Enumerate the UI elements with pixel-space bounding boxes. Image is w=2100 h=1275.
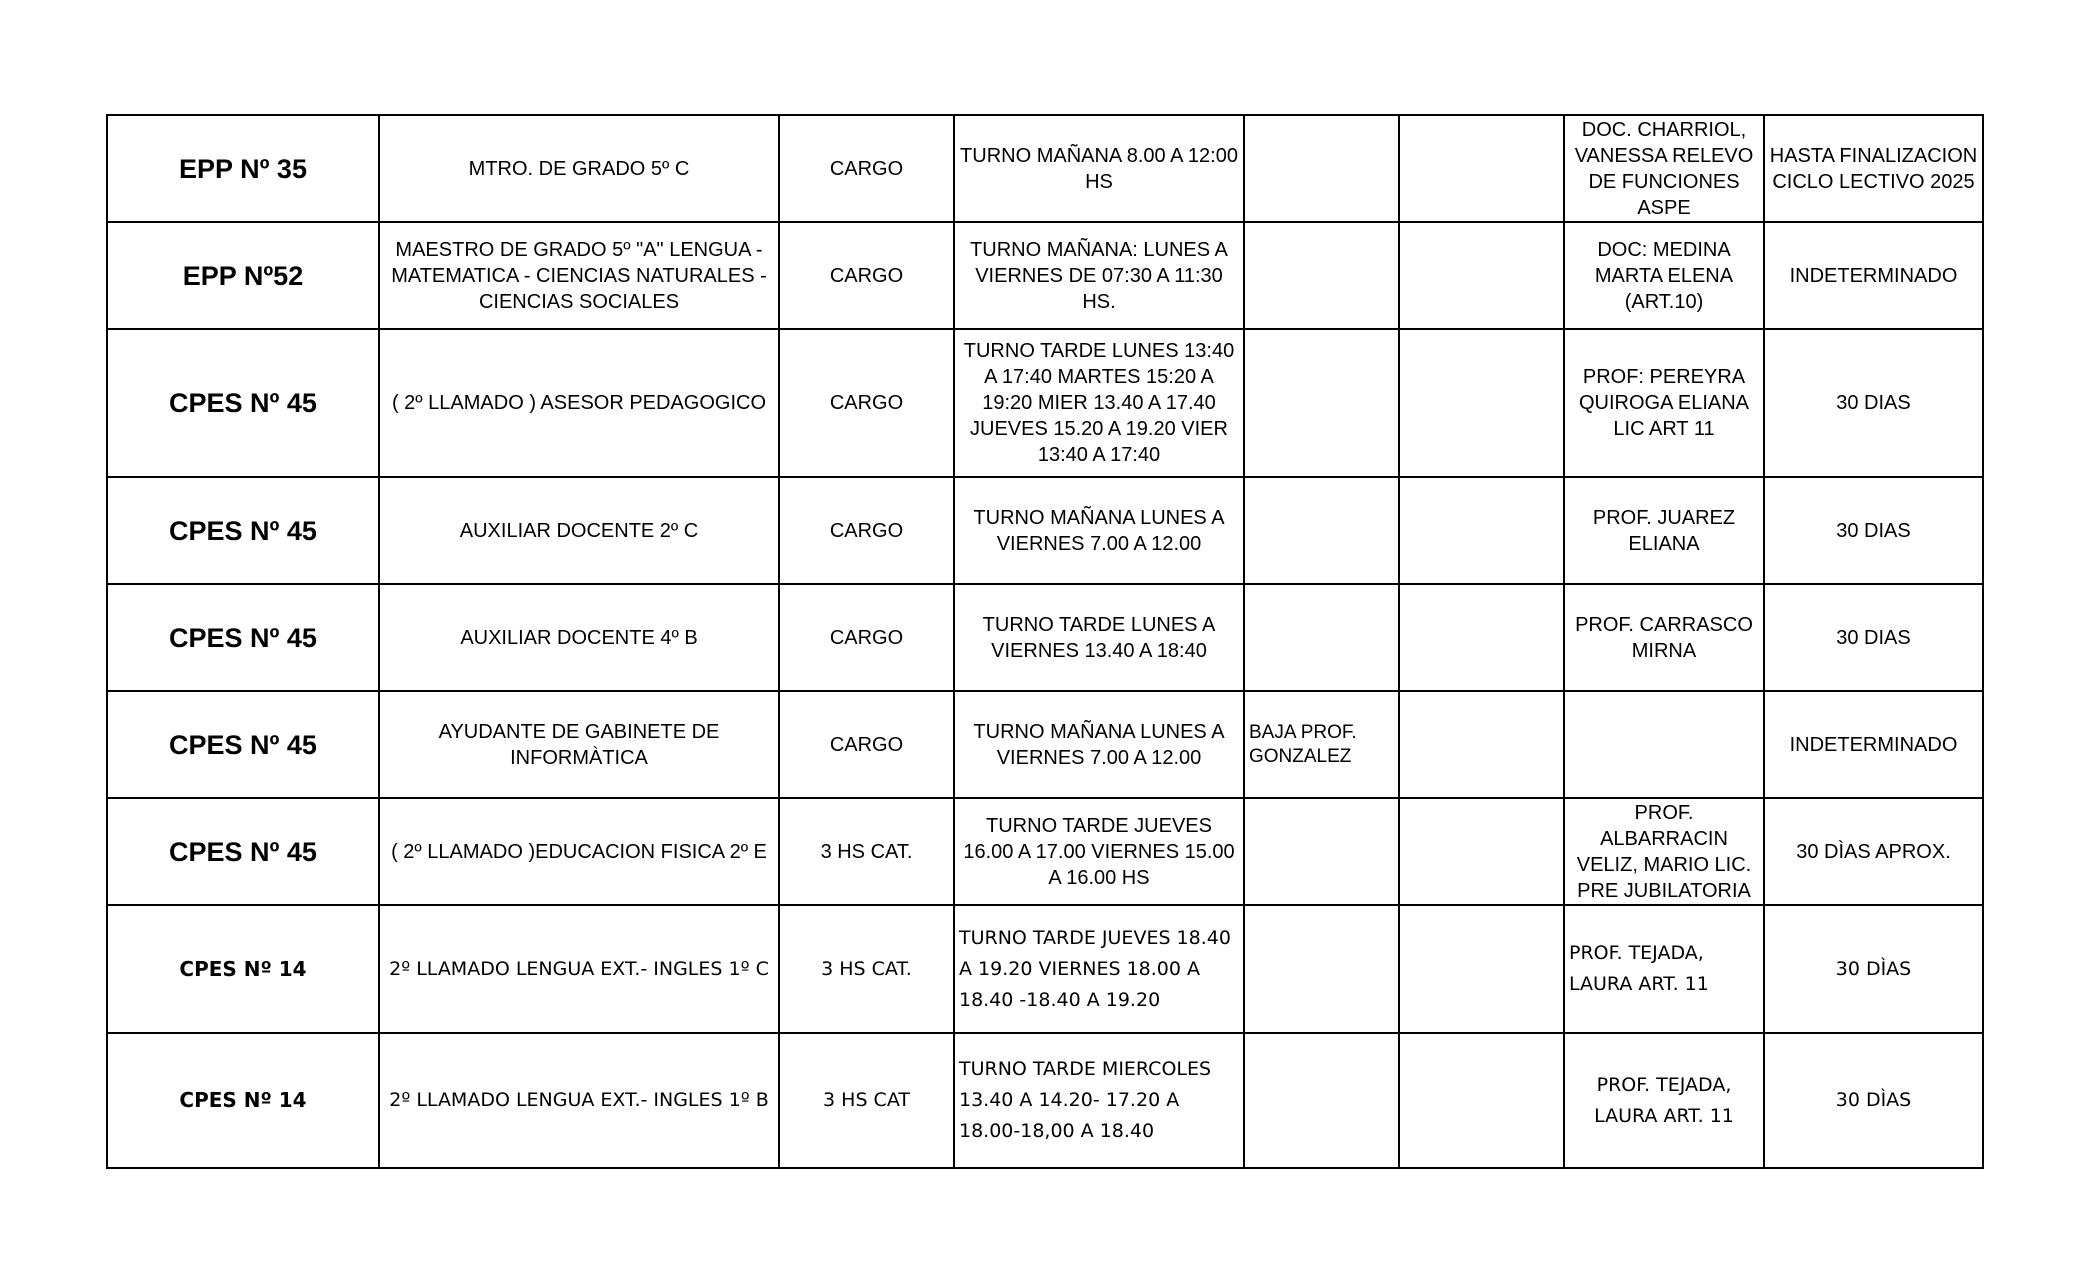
position-cell: AUXILIAR DOCENTE 2º C (379, 477, 779, 584)
teacher-cell: PROF. JUAREZ ELIANA (1564, 477, 1764, 584)
school-cell: CPES Nº 14 (107, 1033, 379, 1168)
position-cell: MAESTRO DE GRADO 5º "A" LENGUA - MATEMATICA - CIENCIAS NATURALES - CIENCIAS SOCIALES (379, 222, 779, 329)
position-cell: ( 2º LLAMADO ) ASESOR PEDAGOGICO (379, 329, 779, 477)
extra-cell (1399, 477, 1564, 584)
table-row (107, 691, 1983, 798)
position-cell: AUXILIAR DOCENTE 4º B (379, 584, 779, 691)
notes-cell (1244, 798, 1399, 905)
teacher-cell: DOC: MEDINA MARTA ELENA (ART.10) (1564, 222, 1764, 329)
teacher-cell: PROF. ALBARRACIN VELIZ, MARIO LIC. PRE JUBILATORIA (1564, 798, 1764, 905)
notes-cell: BAJA PROF. GONZALEZ (1244, 691, 1399, 798)
school-cell: EPP Nº 35 (107, 115, 379, 222)
school-cell: CPES Nº 45 (107, 798, 379, 905)
school-cell: CPES Nº 14 (107, 905, 379, 1033)
type-cell: 3 HS CAT. (779, 905, 954, 1033)
duration-cell: 30 DÌAS (1764, 905, 1983, 1033)
extra-cell (1399, 115, 1564, 222)
table-row (107, 905, 1983, 1033)
schedule-cell: TURNO TARDE JUEVES 18.40 A 19.20 VIERNES 18.00 A 18.40 -18.40 A 19.20 (954, 905, 1244, 1033)
schedule-cell: TURNO MAÑANA LUNES A VIERNES 7.00 A 12.00 (954, 477, 1244, 584)
table-row (107, 798, 1983, 905)
notes-cell (1244, 584, 1399, 691)
school-cell: CPES Nº 45 (107, 477, 379, 584)
duration-cell: HASTA FINALIZACION CICLO LECTIVO 2025 (1764, 115, 1983, 222)
notes-cell (1244, 222, 1399, 329)
table-row (107, 115, 1983, 222)
type-cell: CARGO (779, 222, 954, 329)
teacher-cell: PROF. CARRASCO MIRNA (1564, 584, 1764, 691)
schedule-cell: TURNO MAÑANA LUNES A VIERNES 7.00 A 12.00 (954, 691, 1244, 798)
type-cell: CARGO (779, 584, 954, 691)
school-cell: CPES Nº 45 (107, 691, 379, 798)
extra-cell (1399, 798, 1564, 905)
extra-cell (1399, 905, 1564, 1033)
table-row (107, 222, 1983, 329)
notes-cell (1244, 115, 1399, 222)
duration-cell: 30 DÌAS (1764, 1033, 1983, 1168)
duration-cell: 30 DIAS (1764, 329, 1983, 477)
type-cell: CARGO (779, 691, 954, 798)
table-row (107, 584, 1983, 691)
extra-cell (1399, 329, 1564, 477)
notes-cell (1244, 477, 1399, 584)
notes-cell (1244, 329, 1399, 477)
type-cell: 3 HS CAT (779, 1033, 954, 1168)
table-row (107, 1033, 1983, 1168)
type-cell: 3 HS CAT. (779, 798, 954, 905)
notes-cell (1244, 905, 1399, 1033)
school-cell: EPP Nº52 (107, 222, 379, 329)
schedule-cell: TURNO MAÑANA 8.00 A 12:00 HS (954, 115, 1244, 222)
teacher-cell: DOC. CHARRIOL, VANESSA RELEVO DE FUNCIONES ASPE (1564, 115, 1764, 222)
extra-cell (1399, 584, 1564, 691)
position-cell: 2º LLAMADO LENGUA EXT.- INGLES 1º C (379, 905, 779, 1033)
extra-cell (1399, 691, 1564, 798)
vacancy-table (106, 114, 1984, 1169)
teacher-cell: PROF: PEREYRA QUIROGA ELIANA LIC ART 11 (1564, 329, 1764, 477)
schedule-cell: TURNO TARDE MIERCOLES 13.40 A 14.20- 17.20 A 18.00-18,00 A 18.40 (954, 1033, 1244, 1168)
school-cell: CPES Nº 45 (107, 584, 379, 691)
duration-cell: 30 DIAS (1764, 584, 1983, 691)
position-cell: ( 2º LLAMADO )EDUCACION FISICA 2º E (379, 798, 779, 905)
extra-cell (1399, 1033, 1564, 1168)
extra-cell (1399, 222, 1564, 329)
schedule-cell: TURNO MAÑANA: LUNES A VIERNES DE 07:30 A 11:30 HS. (954, 222, 1244, 329)
position-cell: AYUDANTE DE GABINETE DE INFORMÀTICA (379, 691, 779, 798)
type-cell: CARGO (779, 477, 954, 584)
duration-cell: 30 DÌAS APROX. (1764, 798, 1983, 905)
table-row (107, 329, 1983, 477)
type-cell: CARGO (779, 329, 954, 477)
position-cell: 2º LLAMADO LENGUA EXT.- INGLES 1º B (379, 1033, 779, 1168)
duration-cell: 30 DIAS (1764, 477, 1983, 584)
schedule-cell: TURNO TARDE JUEVES 16.00 A 17.00 VIERNES 15.00 A 16.00 HS (954, 798, 1244, 905)
teacher-cell: PROF. TEJADA, LAURA ART. 11 (1564, 1033, 1764, 1168)
school-cell: CPES Nº 45 (107, 329, 379, 477)
schedule-cell: TURNO TARDE LUNES 13:40 A 17:40 MARTES 15:20 A 19:20 MIER 13.40 A 17.40 JUEVES 15.20 A 19.20 VIER 13:40 A 17:40 (954, 329, 1244, 477)
duration-cell: INDETERMINADO (1764, 222, 1983, 329)
teacher-cell (1564, 691, 1764, 798)
type-cell: CARGO (779, 115, 954, 222)
table-row (107, 477, 1983, 584)
teacher-cell: PROF. TEJADA, LAURA ART. 11 (1564, 905, 1764, 1033)
duration-cell: INDETERMINADO (1764, 691, 1983, 798)
notes-cell (1244, 1033, 1399, 1168)
schedule-cell: TURNO TARDE LUNES A VIERNES 13.40 A 18:40 (954, 584, 1244, 691)
position-cell: MTRO. DE GRADO 5º C (379, 115, 779, 222)
